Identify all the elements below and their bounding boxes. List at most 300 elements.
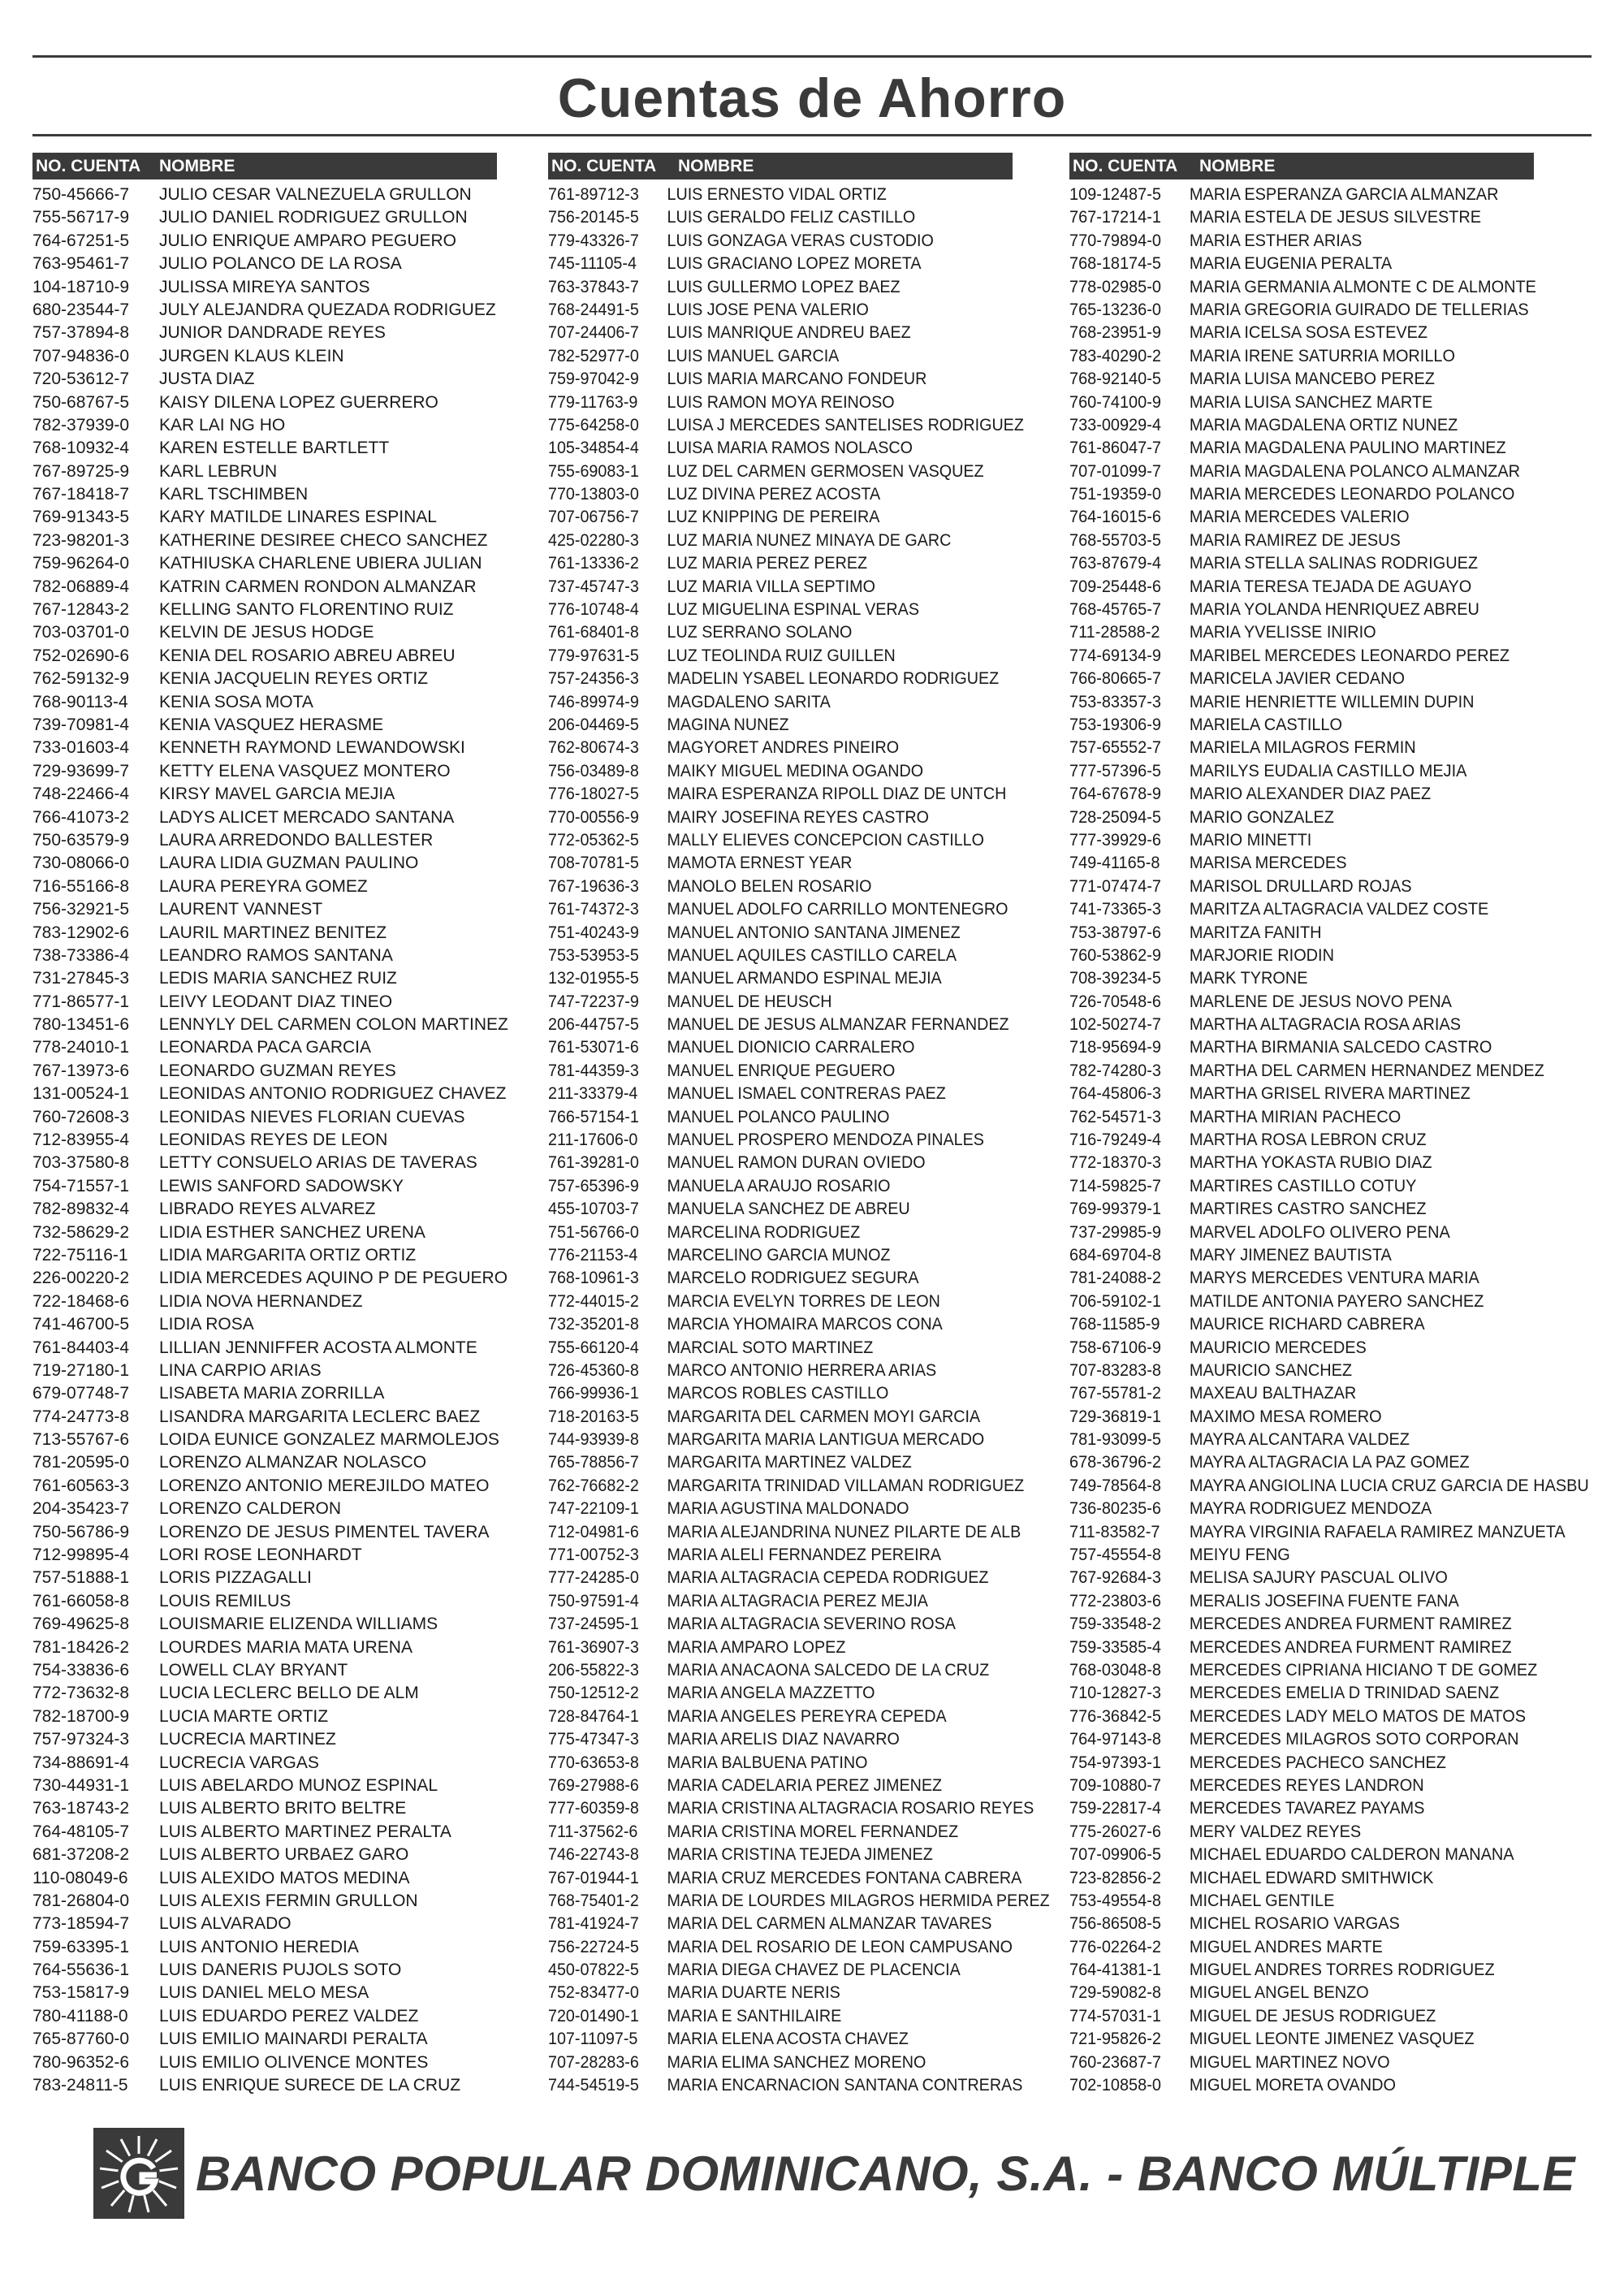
table-row <box>548 368 1050 391</box>
table-row <box>548 460 1050 483</box>
account-number: 744-54519-5 <box>548 2076 639 2095</box>
account-holder-name: LEONIDAS ANTONIO RODRIGUEZ CHAVEZ <box>159 1084 507 1104</box>
account-holder-name: MERCEDES CIPRIANA HICIANO T DE GOMEZ <box>1189 1661 1538 1680</box>
account-number: 782-37939-0 <box>32 415 130 434</box>
table-row <box>548 1913 1050 1935</box>
account-number: 757-37894-8 <box>32 323 130 343</box>
table-row <box>548 1867 1050 1890</box>
account-holder-name: LUIS EDUARDO PEREZ VALDEZ <box>159 2006 419 2025</box>
account-number: 747-22109-1 <box>548 1499 639 1519</box>
table-row <box>548 206 1050 229</box>
table-row <box>32 576 508 599</box>
account-holder-name: MARK TYRONE <box>1189 969 1308 988</box>
account-number: 765-13236-0 <box>1069 300 1161 319</box>
account-number: 763-37843-7 <box>548 277 639 296</box>
title-rule <box>32 134 1592 136</box>
account-holder-name: MAIKY MIGUEL MEDINA OGANDO <box>667 761 924 780</box>
table-row <box>548 1451 1050 1474</box>
account-number: 763-95461-7 <box>32 254 130 274</box>
table-row <box>1069 1267 1589 1290</box>
account-holder-name: LUZ MARIA VILLA SEPTIMO <box>667 577 875 596</box>
account-holder-name: MIGUEL MORETA OVANDO <box>1189 2076 1396 2095</box>
account-holder-name: MANUEL ENRIQUE PEGUERO <box>667 1061 896 1080</box>
account-holder-name: LUZ MARIA PEREZ PEREZ <box>667 554 868 573</box>
table-row <box>548 922 1050 945</box>
account-holder-name: MARIA AGUSTINA MALDONADO <box>667 1499 909 1519</box>
account-number: 777-60359-8 <box>548 1799 639 1818</box>
bank-logo-icon <box>93 2128 184 2219</box>
table-row <box>32 1867 508 1890</box>
account-number: 713-55767-6 <box>32 1430 130 1450</box>
account-holder-name: MIGUEL DE JESUS RODRIGUEZ <box>1189 2006 1436 2025</box>
account-number: 455-10703-7 <box>548 1200 639 1219</box>
account-number: 750-68767-5 <box>32 392 130 412</box>
table-row <box>1069 1106 1589 1129</box>
account-number: 718-20163-5 <box>548 1407 639 1426</box>
account-holder-name: MARIA ELIMA SANCHEZ MORENO <box>667 2052 926 2072</box>
bank-name: BANCO POPULAR DOMINICANO, S.A. - BANCO MÚLTIPLE <box>196 2146 1576 2201</box>
table-row <box>548 1775 1050 1797</box>
account-number: 712-99895-4 <box>32 1546 130 1565</box>
account-number: 723-98201-3 <box>32 530 130 550</box>
account-number: 745-11105-4 <box>548 254 637 274</box>
table-row <box>548 1821 1050 1844</box>
account-number: 760-72608-3 <box>32 1107 130 1126</box>
account-holder-name: MERCEDES LADY MELO MATOS DE MATOS <box>1189 1706 1527 1726</box>
table-row <box>1069 783 1589 806</box>
account-holder-name: MARCIA YHOMAIRA MARCOS CONA <box>667 1315 943 1334</box>
account-number: 737-29985-9 <box>1069 1222 1161 1242</box>
account-holder-name: MANUEL ARMANDO ESPINAL MEJIA <box>667 969 942 988</box>
account-number: 767-17214-1 <box>1069 208 1161 227</box>
account-number: 711-37562-6 <box>548 1822 638 1841</box>
table-row <box>1069 1913 1589 1935</box>
table-row <box>32 875 508 898</box>
account-holder-name: LUIS MARIA MARCANO FONDEUR <box>667 370 927 389</box>
account-holder-name: LORENZO DE JESUS PIMENTEL TAVERA <box>159 1522 490 1541</box>
account-number: 768-03048-8 <box>1069 1661 1161 1680</box>
account-holder-name: LEONIDAS NIEVES FLORIAN CUEVAS <box>159 1107 465 1126</box>
account-number: 777-57396-5 <box>1069 761 1161 780</box>
account-number: 707-09906-5 <box>1069 1845 1161 1865</box>
account-number: 759-63395-1 <box>32 1937 130 1956</box>
account-number: 751-40243-9 <box>548 923 639 942</box>
account-number: 730-08066-0 <box>32 854 130 873</box>
account-holder-name: MARCO ANTONIO HERRERA ARIAS <box>667 1360 937 1380</box>
account-number: 702-10858-0 <box>1069 2076 1161 2095</box>
table-row <box>1069 668 1589 690</box>
table-row <box>32 1659 508 1682</box>
account-number: 754-97393-1 <box>1069 1753 1161 1772</box>
account-holder-name: LEONARDA PACA GARCIA <box>159 1038 372 1057</box>
table-row <box>1069 184 1589 206</box>
table-row <box>1069 1659 1589 1682</box>
account-holder-name: MARIA ALTAGRACIA SEVERINO ROSA <box>667 1615 956 1634</box>
table-row <box>32 1775 508 1797</box>
account-holder-name: LUIS MANUEL GARCIA <box>667 346 840 365</box>
account-number: 722-18468-6 <box>32 1291 130 1311</box>
table-row <box>1069 760 1589 783</box>
account-number: 104-18710-9 <box>32 277 130 296</box>
account-holder-name: KENIA VASQUEZ HERASME <box>159 715 384 734</box>
column-header <box>548 153 1013 179</box>
account-number: 709-25448-6 <box>1069 577 1161 596</box>
account-number: 761-89712-3 <box>548 185 639 204</box>
table-row <box>32 1982 508 2004</box>
table-row <box>32 645 508 668</box>
account-number: 770-00556-9 <box>548 807 639 827</box>
table-row <box>548 299 1050 322</box>
account-holder-name: MARIO GONZALEZ <box>1189 807 1334 827</box>
account-holder-name: MICHAEL GENTILE <box>1189 1891 1335 1910</box>
table-row <box>32 1728 508 1751</box>
account-holder-name: MARVEL ADOLFO OLIVERO PENA <box>1189 1222 1450 1242</box>
table-row <box>32 922 508 945</box>
account-holder-name: MAURICIO MERCEDES <box>1189 1338 1367 1357</box>
table-row <box>1069 1844 1589 1866</box>
account-number: 782-52977-0 <box>548 346 639 365</box>
account-number: 782-18700-9 <box>32 1706 130 1726</box>
account-holder-name: LUIS ALVARADO <box>159 1914 292 1934</box>
account-holder-name: MARIA CADELARIA PEREZ JIMENEZ <box>667 1775 943 1795</box>
table-row <box>1069 737 1589 759</box>
account-holder-name: KIRSY MAVEL GARCIA MEJIA <box>159 785 395 804</box>
bank-footer <box>93 2128 1575 2219</box>
account-number: 783-40290-2 <box>1069 346 1161 365</box>
account-holder-name: MARLENE DE JESUS NOVO PENA <box>1189 992 1452 1011</box>
page-title: Cuentas de Ahorro <box>557 67 1067 129</box>
account-holder-name: KATHIUSKA CHARLENE UBIERA JULIAN <box>159 554 482 573</box>
account-number: 707-24406-7 <box>548 323 639 343</box>
table-row <box>32 1060 508 1083</box>
account-number: 753-15817-9 <box>32 1983 130 2003</box>
account-holder-name: JULIO ENRIQUE AMPARO PEGUERO <box>159 231 457 250</box>
table-row <box>32 1821 508 1844</box>
table-row <box>32 530 508 552</box>
account-holder-name: LUIS DANIEL MELO MESA <box>159 1983 369 2003</box>
account-number: 707-94836-0 <box>32 346 130 365</box>
account-holder-name: MARCELINA RODRIGUEZ <box>667 1222 861 1242</box>
account-number: 757-24356-3 <box>548 669 639 689</box>
account-number: 750-63579-9 <box>32 830 130 850</box>
account-holder-name: LIDIA MERCEDES AQUINO P DE PEGUERO <box>159 1269 508 1288</box>
account-holder-name: LORENZO ALMANZAR NOLASCO <box>159 1453 427 1472</box>
account-number: 759-97042-9 <box>548 370 639 389</box>
table-row <box>32 2005 508 2028</box>
account-number: 756-86508-5 <box>1069 1914 1161 1934</box>
account-number: 756-20145-5 <box>548 208 639 227</box>
account-number: 714-59825-7 <box>1069 1176 1161 1195</box>
table-row <box>32 1244 508 1267</box>
account-number: 760-23687-7 <box>1069 2052 1161 2072</box>
table-row <box>32 737 508 759</box>
table-row <box>548 1221 1050 1244</box>
account-number: 771-86577-1 <box>32 992 130 1011</box>
account-holder-name: MARGARITA TRINIDAD VILLAMAN RODRIGUEZ <box>667 1476 1025 1495</box>
table-row <box>548 1959 1050 1982</box>
table-row <box>1069 691 1589 714</box>
account-number: 712-83955-4 <box>32 1131 130 1150</box>
table-row <box>1069 483 1589 506</box>
account-number: 775-26027-6 <box>1069 1822 1161 1841</box>
account-number: 716-55166-8 <box>32 876 130 896</box>
table-row <box>1069 1706 1589 1728</box>
table-row <box>548 1244 1050 1267</box>
account-holder-name: LUIS ALBERTO MARTINEZ PERALTA <box>159 1822 451 1841</box>
account-number: 771-07474-7 <box>1069 876 1161 896</box>
table-row <box>32 1936 508 1959</box>
account-holder-name: MARISA MERCEDES <box>1189 854 1347 873</box>
account-holder-name: LORIS PIZZAGALLI <box>159 1568 312 1588</box>
table-row <box>548 945 1050 967</box>
table-row <box>1069 1728 1589 1751</box>
table-row <box>548 1106 1050 1129</box>
account-number: 781-26804-0 <box>32 1891 130 1910</box>
account-number: 753-83357-3 <box>1069 692 1161 711</box>
table-row <box>1069 1337 1589 1360</box>
account-holder-name: MARY JIMENEZ BAUTISTA <box>1189 1245 1392 1265</box>
account-holder-name: LUCRECIA VARGAS <box>159 1753 319 1772</box>
account-holder-name: LUIS GULLERMO LOPEZ BAEZ <box>667 277 901 296</box>
table-row <box>1069 299 1589 322</box>
account-number: 747-72237-9 <box>548 992 639 1011</box>
account-number: 772-05362-5 <box>548 830 639 850</box>
table-row <box>1069 922 1589 945</box>
account-holder-name: LIDIA ESTHER SANCHEZ URENA <box>159 1222 425 1242</box>
account-number: 746-22743-8 <box>548 1845 639 1865</box>
account-number: 767-19636-3 <box>548 876 639 896</box>
account-number: 757-65552-7 <box>1069 738 1161 758</box>
account-holder-name: MANUEL ADOLFO CARRILLO MONTENEGRO <box>667 900 1009 919</box>
table-row <box>32 760 508 783</box>
account-number: 680-23544-7 <box>32 300 130 319</box>
table-row <box>32 437 508 460</box>
account-holder-name: LOWELL CLAY BRYANT <box>159 1661 348 1680</box>
account-holder-name: MARGARITA MARTINEZ VALDEZ <box>667 1453 912 1472</box>
account-number: 774-24773-8 <box>32 1407 130 1426</box>
account-holder-name: MARCELO RODRIGUEZ SEGURA <box>667 1269 919 1288</box>
table-row <box>548 1590 1050 1613</box>
account-number: 750-12512-2 <box>548 1684 639 1703</box>
table-row <box>1069 1821 1589 1844</box>
account-holder-name: LISABETA MARIA ZORRILLA <box>159 1384 385 1403</box>
table-row <box>1069 1290 1589 1313</box>
table-row <box>32 898 508 921</box>
account-holder-name: MARIA RAMIREZ DE JESUS <box>1189 530 1401 550</box>
account-number: 767-18418-7 <box>32 485 130 504</box>
table-row <box>1069 1036 1589 1059</box>
account-number: 754-71557-1 <box>32 1176 130 1195</box>
account-number: 741-46700-5 <box>32 1315 130 1334</box>
account-holder-name: MARIA GREGORIA GUIRADO DE TELLERIAS <box>1189 300 1529 319</box>
account-holder-name: LUZ TEOLINDA RUIZ GUILLEN <box>667 646 896 665</box>
table-row <box>32 599 508 621</box>
account-holder-name: LUIS JOSE PENA VALERIO <box>667 300 869 319</box>
table-row <box>32 391 508 414</box>
account-holder-name: MARIA DIEGA CHAVEZ DE PLACENCIA <box>667 1961 961 1980</box>
account-holder-name: MAURICE RICHARD CABRERA <box>1189 1315 1425 1334</box>
account-holder-name: MARIELA CASTILLO <box>1189 715 1342 734</box>
account-number: 684-69704-8 <box>1069 1245 1161 1265</box>
account-number: 748-22466-4 <box>32 785 130 804</box>
account-holder-name: KARL LEBRUN <box>159 461 278 481</box>
account-number: 767-12843-2 <box>32 600 130 620</box>
table-row <box>1069 322 1589 344</box>
table-row <box>548 1429 1050 1451</box>
account-number: 782-06889-4 <box>32 577 130 596</box>
table-row <box>1069 253 1589 275</box>
account-number: 757-45554-8 <box>1069 1546 1161 1565</box>
account-holder-name: MANUEL POLANCO PAULINO <box>667 1107 890 1126</box>
account-number: 703-03701-0 <box>32 623 130 642</box>
table-row <box>548 1313 1050 1336</box>
account-number: 761-53071-6 <box>548 1038 639 1057</box>
table-row <box>32 1959 508 1982</box>
table-row <box>548 714 1050 737</box>
account-number: 707-01099-7 <box>1069 461 1161 481</box>
account-holder-name: MARIA CRUZ MERCEDES FONTANA CABRERA <box>667 1868 1022 1887</box>
table-row <box>548 1198 1050 1221</box>
account-holder-name: MARIA ANGELES PEREYRA CEPEDA <box>667 1706 947 1726</box>
table-row <box>1069 1797 1589 1820</box>
table-row <box>548 1014 1050 1036</box>
account-number: 109-12487-5 <box>1069 185 1161 204</box>
account-holder-name: MERALIS JOSEFINA FUENTE FANA <box>1189 1591 1459 1610</box>
account-number: 769-91343-5 <box>32 508 130 527</box>
table-row <box>1069 2051 1589 2074</box>
account-holder-name: LAURIL MARTINEZ BENITEZ <box>159 923 387 942</box>
account-holder-name: JUSTA DIAZ <box>159 370 255 389</box>
table-row <box>32 1521 508 1544</box>
account-number: 776-10748-4 <box>548 600 639 620</box>
account-holder-name: MIGUEL ANGEL BENZO <box>1189 1983 1369 2003</box>
account-number: 681-37208-2 <box>32 1845 130 1865</box>
account-holder-name: MAXIMO MESA ROMERO <box>1189 1407 1382 1426</box>
account-number: 781-24088-2 <box>1069 1269 1161 1288</box>
account-number: 762-76682-2 <box>548 1476 639 1495</box>
table-row <box>1069 1175 1589 1198</box>
account-holder-name: LUIS ENRIQUE SURECE DE LA CRUZ <box>159 2076 461 2095</box>
account-holder-name: MARIA GERMANIA ALMONTE C DE ALMONTE <box>1189 277 1536 296</box>
account-holder-name: LOUISMARIE ELIZENDA WILLIAMS <box>159 1615 438 1634</box>
table-row <box>32 967 508 990</box>
account-number: 771-00752-3 <box>548 1546 639 1565</box>
account-holder-name: LUZ MIGUELINA ESPINAL VERAS <box>667 600 919 620</box>
account-number: 755-69083-1 <box>548 461 639 481</box>
account-holder-name: MIGUEL ANDRES MARTE <box>1189 1937 1383 1956</box>
account-number: 206-04469-5 <box>548 715 639 734</box>
account-holder-name: MANUEL ISMAEL CONTRERAS PAEZ <box>667 1084 946 1104</box>
account-number: 751-19359-0 <box>1069 485 1161 504</box>
account-holder-name: MERCEDES ANDREA FURMENT RAMIREZ <box>1189 1637 1512 1657</box>
table-row <box>1069 1060 1589 1083</box>
account-number: 211-33379-4 <box>548 1084 638 1104</box>
table-row <box>1069 368 1589 391</box>
table-row <box>32 691 508 714</box>
account-holder-name: MARIA ESTHER ARIAS <box>1189 231 1363 250</box>
table-row <box>548 1036 1050 1059</box>
account-number: 775-47347-3 <box>548 1730 639 1749</box>
account-number: 737-45747-3 <box>548 577 639 596</box>
account-holder-name: LISANDRA MARGARITA LECLERC BAEZ <box>159 1407 481 1426</box>
account-holder-name: LUCRECIA MARTINEZ <box>159 1730 336 1749</box>
account-holder-name: MARIA ARELIS DIAZ NAVARRO <box>667 1730 900 1749</box>
account-number: 712-04981-6 <box>548 1522 639 1541</box>
table-row <box>548 2005 1050 2028</box>
table-row <box>1069 991 1589 1014</box>
account-number: 758-67106-9 <box>1069 1338 1161 1357</box>
table-row <box>548 1129 1050 1152</box>
table-row <box>548 437 1050 460</box>
table-row <box>1069 1636 1589 1659</box>
account-number: 131-00524-1 <box>32 1084 130 1104</box>
account-holder-name: MARCELINO GARCIA MUNOZ <box>667 1245 891 1265</box>
table-row <box>548 345 1050 368</box>
account-number: 757-65396-9 <box>548 1176 639 1195</box>
account-holder-name: MARIA ALELI FERNANDEZ PEREIRA <box>667 1546 941 1565</box>
table-row <box>32 806 508 829</box>
account-holder-name: MEIYU FENG <box>1189 1546 1290 1565</box>
account-holder-name: MARICELA JAVIER CEDANO <box>1189 669 1406 689</box>
table-row <box>1069 530 1589 552</box>
account-number: 754-33836-6 <box>32 1661 130 1680</box>
account-number: 741-73365-3 <box>1069 900 1161 919</box>
table-row <box>32 1290 508 1313</box>
table-row <box>32 1613 508 1636</box>
account-number: 772-18370-3 <box>1069 1153 1161 1173</box>
account-holder-name: LILLIAN JENNIFFER ACOSTA ALMONTE <box>159 1338 477 1357</box>
account-holder-name: MIGUEL ANDRES TORRES RODRIGUEZ <box>1189 1961 1495 1980</box>
account-number: 764-55636-1 <box>32 1961 130 1980</box>
account-holder-name: JULIO CESAR VALNEZUELA GRULLON <box>159 185 472 204</box>
account-number: 768-10961-3 <box>548 1269 639 1288</box>
account-number: 738-73386-4 <box>32 945 130 965</box>
account-number: 759-33585-4 <box>1069 1637 1161 1657</box>
account-number: 759-22817-4 <box>1069 1799 1161 1818</box>
table-row <box>548 276 1050 299</box>
account-number: 746-89974-9 <box>548 692 639 711</box>
account-number: 770-13803-0 <box>548 485 639 504</box>
account-holder-name: KAR LAI NG HO <box>159 415 286 434</box>
account-holder-name: MAGDALENO SARITA <box>667 692 831 711</box>
account-number: 752-83477-0 <box>548 1983 639 2003</box>
top-rule <box>32 55 1592 58</box>
table-row <box>1069 1936 1589 1959</box>
table-row <box>548 1475 1050 1498</box>
account-holder-name: LOUIS REMILUS <box>159 1591 292 1610</box>
table-row <box>548 1544 1050 1567</box>
account-holder-name: MATILDE ANTONIA PAYERO SANCHEZ <box>1189 1291 1484 1311</box>
account-holder-name: LIBRADO REYES ALVAREZ <box>159 1200 376 1219</box>
account-number: 764-67251-5 <box>32 231 130 250</box>
table-row <box>32 1129 508 1152</box>
account-holder-name: LINA CARPIO ARIAS <box>159 1360 322 1380</box>
table-row <box>1069 1867 1589 1890</box>
account-holder-name: LAURA LIDIA GUZMAN PAULINO <box>159 854 419 873</box>
header-name: NOMBRE <box>159 157 235 175</box>
account-holder-name: MANUEL DE JESUS ALMANZAR FERNANDEZ <box>667 1015 1009 1035</box>
account-holder-name: MARIA EUGENIA PERALTA <box>1189 254 1393 274</box>
account-holder-name: MAIRA ESPERANZA RIPOLL DIAZ DE UNTCH <box>667 785 1007 804</box>
account-number: 774-57031-1 <box>1069 2006 1161 2025</box>
table-row <box>1069 1382 1589 1405</box>
account-holder-name: MARGARITA MARIA LANTIGUA MERCADO <box>667 1430 985 1450</box>
table-row <box>548 2028 1050 2051</box>
account-number: 766-80665-7 <box>1069 669 1161 689</box>
header-name: NOMBRE <box>1199 157 1276 175</box>
table-row <box>1069 1360 1589 1382</box>
table-row <box>32 230 508 253</box>
